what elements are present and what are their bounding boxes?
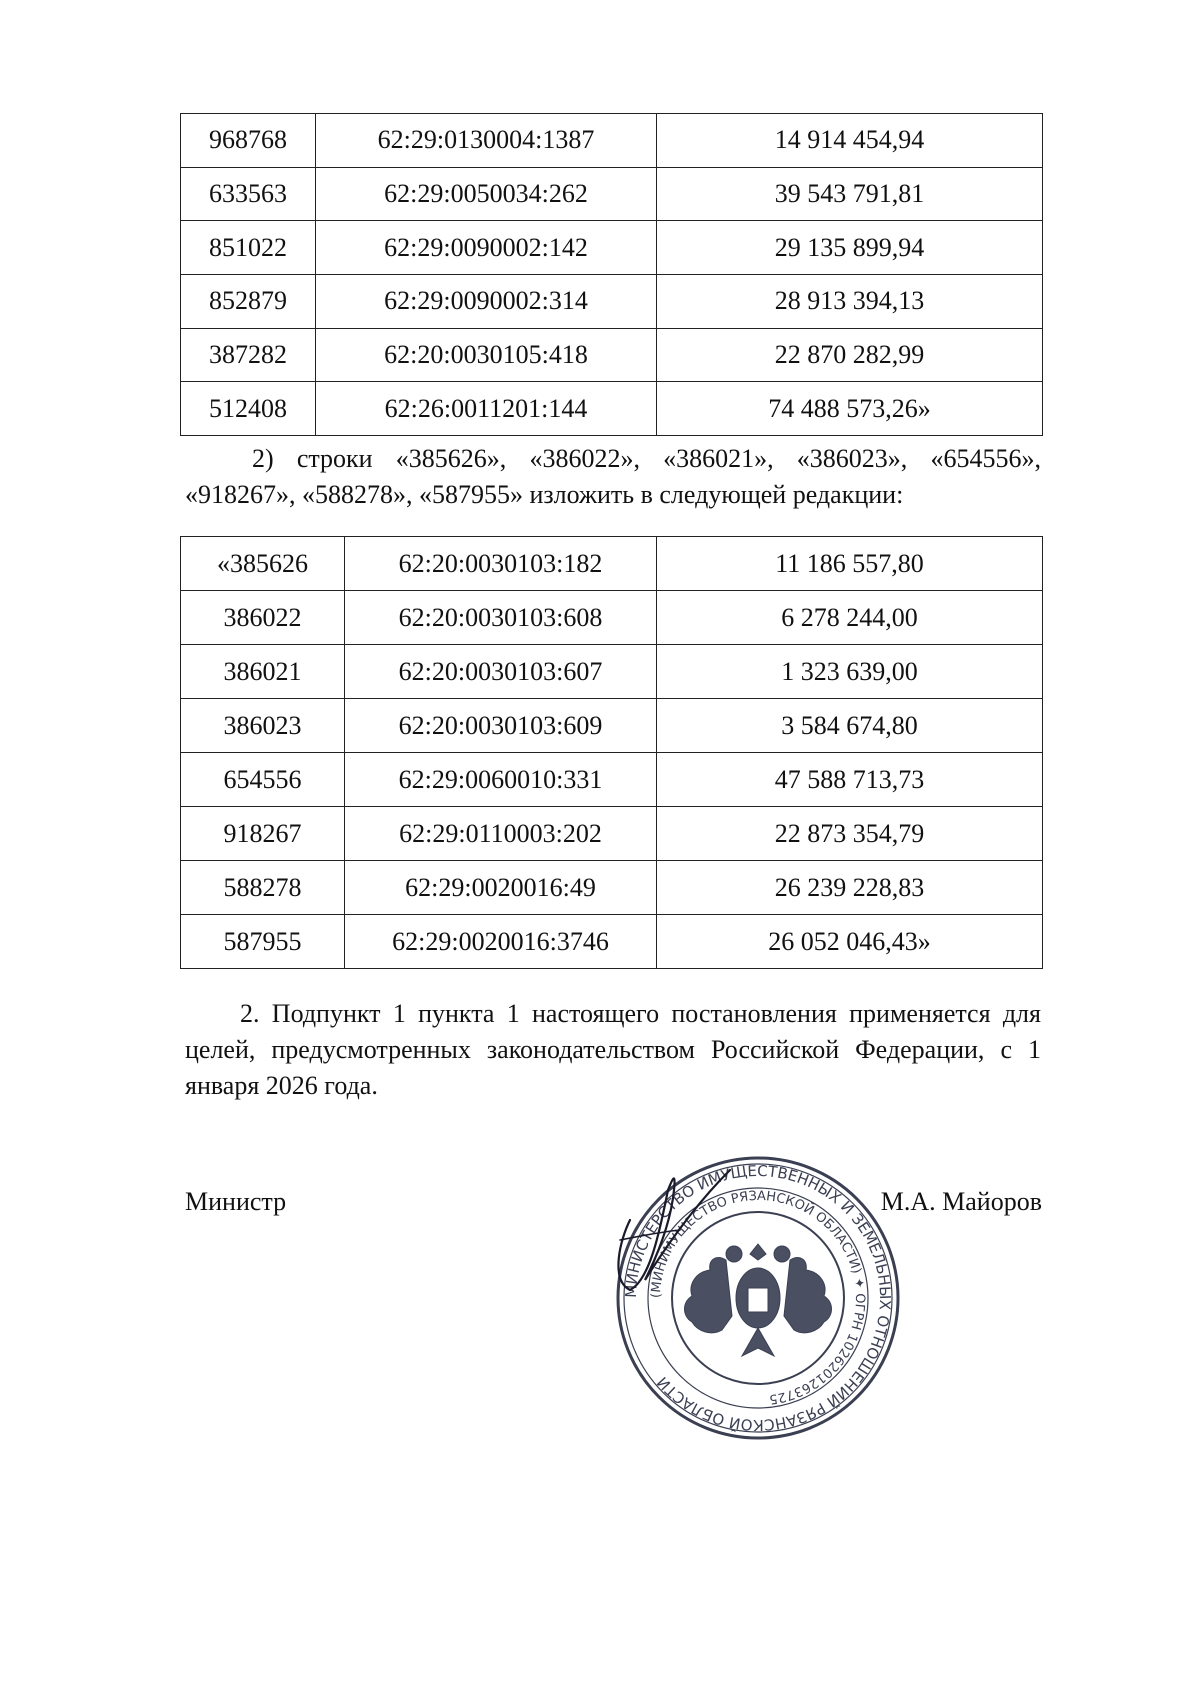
cell-value: 47 588 713,73 xyxy=(657,753,1043,807)
cell-cadastral-number: 62:29:0110003:202 xyxy=(345,807,657,861)
cell-number: 386021 xyxy=(181,645,345,699)
cell-number: 587955 xyxy=(181,915,345,969)
cell-cadastral-number: 62:20:0030103:607 xyxy=(345,645,657,699)
cell-cadastral-number: 62:29:0060010:331 xyxy=(345,753,657,807)
cell-number: 633563 xyxy=(181,167,316,221)
cell-number: 654556 xyxy=(181,753,345,807)
cell-cadastral-number: 62:20:0030103:608 xyxy=(345,591,657,645)
handwritten-signature xyxy=(590,1160,740,1310)
cell-cadastral-number: 62:29:0020016:49 xyxy=(345,861,657,915)
cell-cadastral-number: 62:26:0011201:144 xyxy=(316,382,657,436)
table-bottom-body xyxy=(181,537,1043,969)
cell-value: 26 052 046,43» xyxy=(657,915,1043,969)
table-row xyxy=(181,645,1043,699)
table-row xyxy=(181,114,1043,168)
cell-cadastral-number: 62:20:0030103:182 xyxy=(345,537,657,591)
table-top-body xyxy=(181,114,1043,436)
seal-outer-text: МИНИСТЕРСТВО ИМУЩЕСТВЕННЫХ И ЗЕМЕЛЬНЫХ ОТНОШЕНИЙ РЯЗАНСКОЙ ОБЛАСТИ xyxy=(621,1161,895,1435)
cell-number: 512408 xyxy=(181,382,316,436)
cell-value: 22 870 282,99 xyxy=(657,328,1043,382)
table-top xyxy=(180,113,1043,436)
cell-value: 11 186 557,80 xyxy=(657,537,1043,591)
table-row xyxy=(181,328,1043,382)
paragraph-application: 2. Подпункт 1 пункта 1 настоящего постановления применяется для целей, предусмотренных законодательством Российской Федерации, с 1 января 2026 года. xyxy=(185,999,1041,1100)
cell-cadastral-number: 62:20:0030103:609 xyxy=(345,699,657,753)
table-row xyxy=(181,699,1043,753)
paragraph-amendment: 2) строки «385626», «386022», «386021», «386023», «654556», «918267», «588278», «587955» изложить в следующей редакции: xyxy=(185,444,1041,509)
cell-value: 29 135 899,94 xyxy=(657,221,1043,275)
cell-value: 6 278 244,00 xyxy=(657,591,1043,645)
table-row xyxy=(181,221,1043,275)
cell-value: 39 543 791,81 xyxy=(657,167,1043,221)
cell-cadastral-number: 62:29:0090002:142 xyxy=(316,221,657,275)
table-bottom xyxy=(180,536,1043,969)
seal-inner-text: (МИНИМУЩЕСТВО РЯЗАНСКОЙ ОБЛАСТИ) ✦ ОГРН 1026201263725 xyxy=(648,1188,868,1407)
cell-number: 588278 xyxy=(181,861,345,915)
cell-cadastral-number: 62:29:0090002:314 xyxy=(316,275,657,329)
cell-value: 22 873 354,79 xyxy=(657,807,1043,861)
signatory-name: М.А. Майоров xyxy=(880,1187,1042,1216)
cell-value: 14 914 454,94 xyxy=(657,114,1043,168)
table-row xyxy=(181,753,1043,807)
cell-number: 387282 xyxy=(181,328,316,382)
cell-number: «385626 xyxy=(181,537,345,591)
cell-cadastral-number: 62:29:0050034:262 xyxy=(316,167,657,221)
table-row xyxy=(181,915,1043,969)
signatory-position: Министр xyxy=(185,1187,287,1216)
table-row xyxy=(181,382,1043,436)
cell-value: 3 584 674,80 xyxy=(657,699,1043,753)
table-row xyxy=(181,537,1043,591)
table-row xyxy=(181,167,1043,221)
cell-value: 1 323 639,00 xyxy=(657,645,1043,699)
cell-number: 386023 xyxy=(181,699,345,753)
cell-number: 968768 xyxy=(181,114,316,168)
cell-cadastral-number: 62:20:0030105:418 xyxy=(316,328,657,382)
table-row xyxy=(181,591,1043,645)
cell-number: 386022 xyxy=(181,591,345,645)
cell-value: 28 913 394,13 xyxy=(657,275,1043,329)
table-row xyxy=(181,807,1043,861)
cell-number: 852879 xyxy=(181,275,316,329)
cell-cadastral-number: 62:29:0020016:3746 xyxy=(345,915,657,969)
cell-number: 918267 xyxy=(181,807,345,861)
table-row xyxy=(181,275,1043,329)
cell-cadastral-number: 62:29:0130004:1387 xyxy=(316,114,657,168)
cell-value: 26 239 228,83 xyxy=(657,861,1043,915)
cell-value: 74 488 573,26» xyxy=(657,382,1043,436)
table-row xyxy=(181,861,1043,915)
cell-number: 851022 xyxy=(181,221,316,275)
